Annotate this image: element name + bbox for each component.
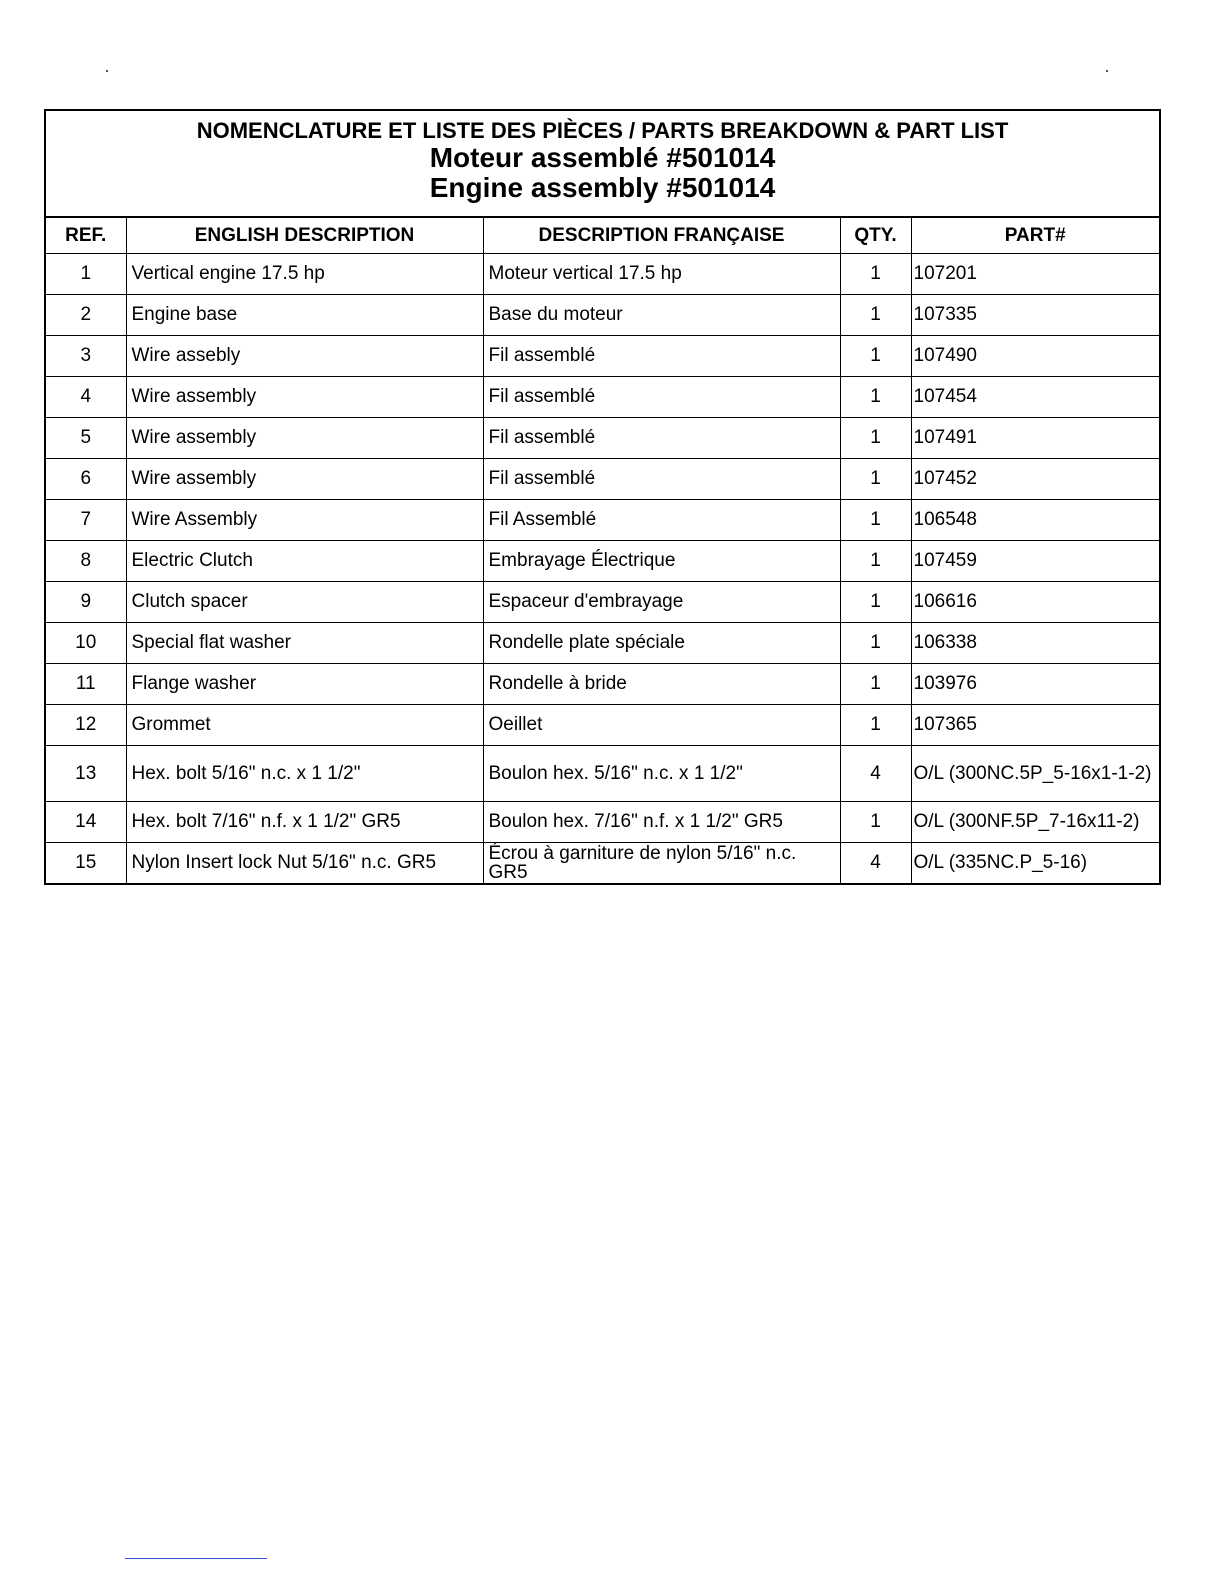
header-title-bilingual: NOMENCLATURE ET LISTE DES PIÈCES / PARTS BREAKDOWN & PART LIST (196, 118, 1009, 143)
cell-qty: 4 (840, 746, 911, 802)
cell-ref: 1 (46, 254, 126, 295)
cell-part-number: 106616 (911, 582, 1159, 623)
cell-english-description: Wire assembly (126, 418, 483, 459)
cell-ref: 12 (46, 705, 126, 746)
table-row (46, 541, 1159, 582)
cell-qty: 1 (840, 418, 911, 459)
cell-french-description: Fil assemblé (483, 418, 840, 459)
cell-part-number: 107490 (911, 336, 1159, 377)
cell-french-description: Oeillet (483, 705, 840, 746)
cell-qty: 1 (840, 582, 911, 623)
table-row (46, 295, 1159, 336)
cell-ref: 15 (46, 843, 126, 884)
corner-mark-left (106, 70, 108, 72)
cell-ref: 9 (46, 582, 126, 623)
cell-french-description: Moteur vertical 17.5 hp (483, 254, 840, 295)
table-row (46, 377, 1159, 418)
cell-english-description: Nylon Insert lock Nut 5/16" n.c. GR5 (126, 843, 483, 884)
parts-table (46, 218, 1159, 883)
cell-french-description: Fil Assemblé (483, 500, 840, 541)
cell-french-description: Fil assemblé (483, 459, 840, 500)
parts-table-header-row (46, 218, 1159, 254)
cell-english-description: Grommet (126, 705, 483, 746)
column-header-ref: REF. (46, 218, 126, 254)
table-row (46, 746, 1159, 802)
cell-qty: 1 (840, 802, 911, 843)
table-row (46, 843, 1159, 884)
cell-qty: 1 (840, 541, 911, 582)
header-title-french: Moteur assemblé #501014 (429, 142, 776, 173)
column-header-english-description: ENGLISH DESCRIPTION (126, 218, 483, 254)
cell-english-description: Wire assebly (126, 336, 483, 377)
cell-ref: 5 (46, 418, 126, 459)
cell-ref: 8 (46, 541, 126, 582)
cell-qty: 1 (840, 459, 911, 500)
column-header-qty: QTY. (840, 218, 911, 254)
cell-qty: 1 (840, 336, 911, 377)
cell-french-description: Écrou à garniture de nylon 5/16" n.c. GR5 (483, 843, 840, 884)
table-row (46, 623, 1159, 664)
cell-french-description: Boulon hex. 5/16" n.c. x 1 1/2" (483, 746, 840, 802)
column-header-french-description: DESCRIPTION FRANÇAISE (483, 218, 840, 254)
cell-qty: 1 (840, 705, 911, 746)
cell-ref: 13 (46, 746, 126, 802)
cell-french-description: Rondelle plate spéciale (483, 623, 840, 664)
cell-part-number: 103976 (911, 664, 1159, 705)
cell-ref: 11 (46, 664, 126, 705)
table-row (46, 705, 1159, 746)
cell-part-number: 107454 (911, 377, 1159, 418)
cell-french-description: Rondelle à bride (483, 664, 840, 705)
cell-ref: 10 (46, 623, 126, 664)
cell-qty: 1 (840, 254, 911, 295)
cell-part-number: O/L (300NF.5P_7-16x11-2) (911, 802, 1159, 843)
cell-french-description: Fil assemblé (483, 336, 840, 377)
table-row (46, 459, 1159, 500)
cell-french-description: Embrayage Électrique (483, 541, 840, 582)
cell-english-description: Hex. bolt 7/16" n.f. x 1 1/2" GR5 (126, 802, 483, 843)
cell-ref: 14 (46, 802, 126, 843)
cell-qty: 1 (840, 664, 911, 705)
cell-french-description: Base du moteur (483, 295, 840, 336)
parts-list-header (46, 111, 1159, 218)
table-row (46, 582, 1159, 623)
cell-part-number: 107452 (911, 459, 1159, 500)
cell-qty: 1 (840, 500, 911, 541)
cell-part-number: 107491 (911, 418, 1159, 459)
cell-part-number: 106338 (911, 623, 1159, 664)
cell-english-description: Wire assembly (126, 459, 483, 500)
footer-rule (125, 1558, 267, 1559)
cell-qty: 1 (840, 623, 911, 664)
cell-french-description: Boulon hex. 7/16" n.f. x 1 1/2" GR5 (483, 802, 840, 843)
cell-english-description: Wire assembly (126, 377, 483, 418)
cell-english-description: Vertical engine 17.5 hp (126, 254, 483, 295)
cell-part-number: 106548 (911, 500, 1159, 541)
cell-ref: 3 (46, 336, 126, 377)
table-row (46, 802, 1159, 843)
table-row (46, 336, 1159, 377)
cell-part-number: 107201 (911, 254, 1159, 295)
cell-english-description: Electric Clutch (126, 541, 483, 582)
cell-part-number: 107335 (911, 295, 1159, 336)
cell-part-number: 107459 (911, 541, 1159, 582)
cell-english-description: Engine base (126, 295, 483, 336)
cell-english-description: Clutch spacer (126, 582, 483, 623)
cell-qty: 4 (840, 843, 911, 884)
cell-french-description: Espaceur d'embrayage (483, 582, 840, 623)
parts-list-sheet (44, 109, 1161, 885)
cell-part-number: O/L (300NC.5P_5-16x1-1-2) (911, 746, 1159, 802)
header-title-english: Engine assembly #501014 (429, 172, 776, 203)
table-row (46, 254, 1159, 295)
table-row (46, 418, 1159, 459)
corner-mark-right (1106, 70, 1108, 72)
cell-french-description: Fil assemblé (483, 377, 840, 418)
column-header-part-number: PART# (911, 218, 1159, 254)
cell-part-number: 107365 (911, 705, 1159, 746)
cell-ref: 7 (46, 500, 126, 541)
cell-english-description: Wire Assembly (126, 500, 483, 541)
cell-qty: 1 (840, 377, 911, 418)
cell-part-number: O/L (335NC.P_5-16) (911, 843, 1159, 884)
cell-qty: 1 (840, 295, 911, 336)
cell-english-description: Special flat washer (126, 623, 483, 664)
cell-english-description: Flange washer (126, 664, 483, 705)
table-row (46, 500, 1159, 541)
cell-ref: 6 (46, 459, 126, 500)
cell-ref: 4 (46, 377, 126, 418)
cell-english-description: Hex. bolt 5/16" n.c. x 1 1/2" (126, 746, 483, 802)
cell-ref: 2 (46, 295, 126, 336)
table-row (46, 664, 1159, 705)
